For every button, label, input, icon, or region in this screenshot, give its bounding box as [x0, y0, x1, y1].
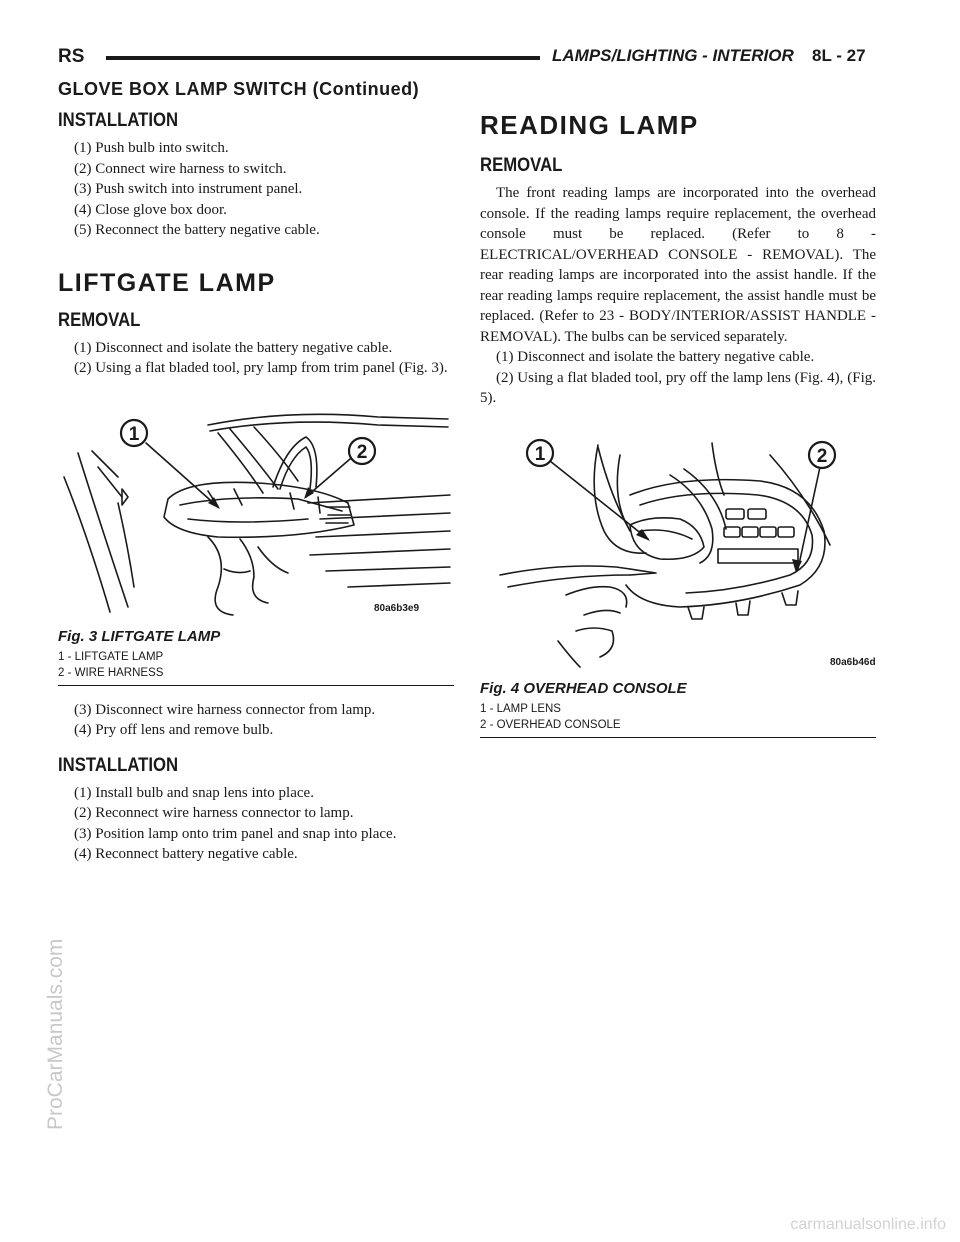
liftgate-installation-steps: [58, 783, 454, 865]
step: (3) Position lamp onto trim panel and snap into place.: [74, 825, 397, 842]
step: (3) Disconnect wire harness connector from lamp.: [74, 701, 376, 718]
liftgate-removal-heading: REMOVAL: [58, 309, 141, 331]
step: (2) Using a flat bladed tool, pry off the lamp lens (Fig. 4), (Fig. 5).: [480, 369, 876, 406]
figure-rule: [58, 685, 454, 686]
step: (1) Disconnect and isolate the battery negative cable.: [496, 349, 815, 365]
callout-2: 2: [816, 445, 828, 467]
step: (4) Pry off lens and remove bulb.: [74, 722, 274, 738]
figure-code: 80a6b3e9: [374, 602, 420, 614]
step: (4) Reconnect battery negative cable.: [74, 846, 298, 862]
figure-liftgate-lamp: [58, 407, 454, 686]
step: (3) Push switch into instrument panel.: [74, 181, 303, 197]
header-chapter-title: LAMPS/LIGHTING - INTERIOR: [552, 46, 794, 65]
liftgate-installation-heading: INSTALLATION: [58, 754, 179, 776]
figure-legend-item: 2 - WIRE HARNESS: [58, 666, 164, 679]
continued-title: GLOVE BOX LAMP SWITCH (Continued): [58, 79, 420, 99]
header-page-number: 8L - 27: [812, 46, 866, 65]
figure-legend-item: 2 - OVERHEAD CONSOLE: [480, 718, 621, 731]
reading-intro: The front reading lamps are incorporated into the overhead console. If the reading lamps require replacement, the overhead console must be replaced. (Refer to 8 - ELECTRICAL/OVERHEAD CONSOLE - REMOVAL). The rear reading lamps are incorporated into the assist handle. If the rear reading lamps require replacement, the assist handle must be replaced. (Refer to 23 - BODY/INTERIOR/ASSIST HANDLE - REMOVAL). The bulbs can be serviced separately.: [480, 185, 876, 345]
reading-lamp-heading: READING LAMP: [480, 110, 699, 140]
callout-1: 1: [128, 423, 140, 445]
figure-code: 80a6b46d: [830, 656, 876, 668]
step: (1) Disconnect and isolate the battery negative cable.: [74, 339, 393, 356]
liftgate-lamp-heading: LIFTGATE LAMP: [58, 268, 276, 297]
left-column: [58, 110, 454, 865]
step: (4) Close glove box door.: [74, 201, 227, 218]
header-section-code: RS: [58, 46, 85, 67]
installation-steps: [58, 138, 454, 241]
figure-legend-item: 1 - LAMP LENS: [480, 702, 561, 715]
figure-legend-item: 1 - LIFTGATE LAMP: [58, 650, 164, 663]
step: (5) Reconnect the battery negative cable.: [74, 222, 320, 238]
figure-overhead-console: [480, 435, 876, 738]
liftgate-lamp-illustration: [58, 407, 454, 619]
step: (2) Using a flat bladed tool, pry lamp from trim panel (Fig. 3).: [74, 360, 448, 376]
callout-1: 1: [534, 443, 546, 465]
step: (2) Connect wire harness to switch.: [74, 160, 287, 177]
step: (2) Reconnect wire harness connector to lamp.: [74, 805, 354, 821]
liftgate-removal-steps: [58, 338, 454, 379]
step: (1) Push bulb into switch.: [74, 140, 229, 156]
installation-heading: INSTALLATION: [58, 110, 179, 131]
right-column: [480, 110, 876, 738]
overhead-console-illustration: [480, 435, 876, 671]
step: (1) Install bulb and snap lens into place.: [74, 784, 314, 801]
watermark-side: ProCarManuals.com: [44, 938, 67, 1130]
liftgate-after-steps: [58, 700, 454, 741]
figure-title: Fig. 4 OVERHEAD CONSOLE: [480, 679, 687, 697]
figure-title: Fig. 3 LIFTGATE LAMP: [58, 627, 221, 645]
header-rule: [106, 56, 540, 60]
callout-2: 2: [356, 441, 368, 463]
watermark-bottom: carmanualsonline.info: [790, 1216, 946, 1233]
figure-rule: [480, 737, 876, 738]
reading-removal-heading: REMOVAL: [480, 155, 563, 176]
